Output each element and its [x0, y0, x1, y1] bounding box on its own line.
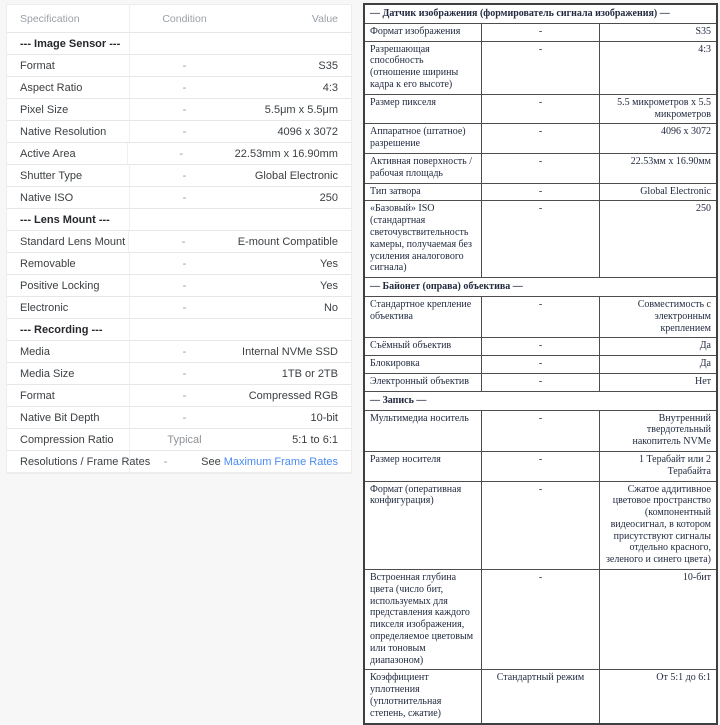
spec-condition: -	[129, 275, 239, 296]
spec-value: 22.53мм x 16.90мм	[599, 153, 717, 183]
section-row	[364, 4, 717, 23]
spec-row	[364, 124, 717, 154]
spec-condition: -	[482, 153, 600, 183]
spec-name: Resolutions / Frame Rates	[20, 455, 151, 468]
section-label: --- Recording ---	[20, 323, 103, 336]
spec-name: Standard Lens Mount	[20, 235, 126, 248]
spec-row	[7, 253, 351, 275]
spec-name: Active Area	[20, 147, 76, 160]
spec-row	[7, 297, 351, 319]
section-value-cell	[239, 319, 351, 340]
table-header-row	[7, 5, 351, 33]
spec-value: 10-бит	[599, 570, 717, 670]
spec-name: Коэффициент уплотнения (уплотнительная степень, сжатие)	[364, 670, 482, 724]
spec-name: «Базовый» ISO (стандартная светочувствительность камеры, получаемая без усиления аналогового сигнала)	[364, 201, 482, 278]
spec-row	[7, 121, 351, 143]
spec-name: Электронный объектив	[364, 373, 482, 391]
spec-name: Native Bit Depth	[20, 411, 100, 424]
spec-row	[364, 338, 717, 356]
spec-value: Совместимость с электронным креплением	[599, 296, 717, 337]
spec-value: E-mount Compatible	[237, 235, 338, 248]
spec-value: Внутренний твердотельный накопитель NVMe	[599, 410, 717, 451]
spec-row	[364, 153, 717, 183]
spec-value: От 5:1 до 6:1	[599, 670, 717, 724]
spec-table-english	[6, 4, 352, 474]
spec-row	[364, 481, 717, 570]
spec-value: Yes	[320, 257, 338, 270]
column-header-value: Value	[311, 12, 338, 25]
spec-name: Аппаратное (штатное) разрешение	[364, 124, 482, 154]
spec-value: Global Electronic	[254, 169, 338, 182]
section-condition-cell	[129, 209, 239, 230]
spec-value: 22.53mm x 16.90mm	[234, 147, 338, 160]
spec-value: Yes	[320, 279, 338, 292]
spec-condition: -	[129, 55, 239, 76]
spec-row	[364, 23, 717, 41]
spec-row	[7, 363, 351, 385]
section-label: — Датчик изображения (формирователь сигнала изображения) —	[364, 4, 717, 23]
section-row	[7, 319, 351, 341]
spec-condition: -	[129, 253, 239, 274]
spec-value: Compressed RGB	[248, 389, 338, 402]
spec-condition: -	[482, 356, 600, 374]
spec-name: Format	[20, 389, 55, 402]
spec-condition: -	[129, 121, 239, 142]
section-condition-cell	[129, 33, 239, 54]
spec-name: Размер пикселя	[364, 94, 482, 124]
spec-row	[364, 183, 717, 201]
section-value-cell	[239, 209, 351, 230]
spec-row	[364, 410, 717, 451]
section-label: — Запись —	[364, 391, 717, 410]
spec-value: 250	[319, 191, 338, 204]
spec-condition: -	[128, 231, 237, 252]
max-frame-rates-link[interactable]: Maximum Frame Rates	[223, 455, 338, 468]
spec-condition: -	[482, 451, 600, 481]
spec-row	[364, 451, 717, 481]
column-header-specification: Specification	[20, 12, 80, 25]
spec-condition: -	[482, 481, 600, 570]
spec-condition: -	[127, 143, 235, 164]
spec-name: Pixel Size	[20, 103, 69, 116]
section-row	[7, 33, 351, 55]
spec-condition: -	[482, 338, 600, 356]
spec-name: Compression Ratio	[20, 433, 114, 446]
spec-value: See Maximum Frame Rates	[201, 455, 338, 468]
spec-name: Мультимедиа носитель	[364, 410, 482, 451]
russian-spec-table	[363, 3, 718, 725]
spec-value: 4096 x 3072	[599, 124, 717, 154]
spec-row	[364, 356, 717, 374]
spec-name: Native Resolution	[20, 125, 107, 138]
section-row	[7, 209, 351, 231]
section-row	[364, 391, 717, 410]
spec-row	[364, 373, 717, 391]
spec-value: 1 Терабайт или 2 Терабайта	[599, 451, 717, 481]
spec-condition: -	[129, 165, 239, 186]
spec-row	[7, 341, 351, 363]
section-row	[364, 278, 717, 297]
spec-name: Тип затвора	[364, 183, 482, 201]
spec-row	[7, 143, 351, 165]
spec-row	[7, 165, 351, 187]
spec-row	[364, 41, 717, 94]
spec-condition: -	[129, 77, 239, 98]
spec-name: Aspect Ratio	[20, 81, 83, 94]
spec-value: Да	[599, 338, 717, 356]
spec-condition: -	[482, 183, 600, 201]
spec-name: Native ISO	[20, 191, 74, 204]
spec-value: No	[323, 301, 338, 314]
spec-value: 4096 x 3072	[277, 125, 338, 138]
spec-value: Internal NVMe SSD	[242, 345, 338, 358]
spec-row	[7, 385, 351, 407]
spec-row	[7, 99, 351, 121]
spec-condition: -	[129, 363, 239, 384]
spec-value: 5.5 микрометров x 5.5 микрометров	[599, 94, 717, 124]
spec-value: Сжатое аддитивное цветовое пространство (компонентный видеосигнал, в котором присутствуют сигналы отдельно красного, зеленого и синего цвета)	[599, 481, 717, 570]
spec-name: Блокировка	[364, 356, 482, 374]
column-header-condition: Condition	[129, 5, 239, 32]
section-condition-cell	[129, 319, 239, 340]
spec-condition: -	[129, 407, 239, 428]
spec-condition: -	[482, 570, 600, 670]
spec-name: Разрешающая способность (отношение ширины кадра к его высоте)	[364, 41, 482, 94]
spec-name: Формат изображения	[364, 23, 482, 41]
spec-value: Global Electronic	[599, 183, 717, 201]
spec-name: Positive Locking	[20, 279, 100, 292]
spec-name: Встроенная глубина цвета (число бит, используемых для представления каждого пикселя изображения, определяемое цветовым или тоновым диапазоном)	[364, 570, 482, 670]
spec-row	[7, 275, 351, 297]
spec-row	[364, 670, 717, 724]
spec-value: Нет	[599, 373, 717, 391]
spec-value: 4:3	[599, 41, 717, 94]
spec-value: 4:3	[322, 81, 338, 94]
spec-condition: -	[482, 94, 600, 124]
spec-row	[364, 201, 717, 278]
spec-name: Shutter Type	[20, 169, 83, 182]
spec-value: S35	[318, 59, 338, 72]
spec-name: Формат (оперативная конфигурация)	[364, 481, 482, 570]
section-label: — Байонет (оправа) объектива —	[364, 278, 717, 297]
spec-condition: -	[129, 99, 239, 120]
spec-name: Стандартное крепление объектива	[364, 296, 482, 337]
spec-name: Съёмный объектив	[364, 338, 482, 356]
spec-condition: -	[129, 297, 239, 318]
spec-name: Electronic	[20, 301, 69, 314]
spec-condition: -	[482, 296, 600, 337]
spec-row	[364, 94, 717, 124]
spec-row	[7, 231, 351, 253]
spec-value: 250	[599, 201, 717, 278]
spec-name: Media Size	[20, 367, 75, 380]
english-table-body	[7, 33, 351, 473]
spec-condition: -	[482, 124, 600, 154]
spec-name: Размер носителя	[364, 451, 482, 481]
spec-condition: -	[482, 41, 600, 94]
spec-table-russian	[363, 3, 718, 725]
spec-value: 5.5μm x 5.5μm	[264, 103, 338, 116]
spec-condition: Typical	[129, 429, 239, 450]
section-label: --- Lens Mount ---	[20, 213, 110, 226]
spec-value: 5:1 to 6:1	[292, 433, 338, 446]
spec-row	[7, 77, 351, 99]
spec-row	[7, 429, 351, 451]
spec-name: Format	[20, 59, 55, 72]
spec-value: S35	[599, 23, 717, 41]
spec-condition: -	[482, 373, 600, 391]
spec-row	[364, 570, 717, 670]
spec-condition: -	[129, 385, 239, 406]
spec-value: 10-bit	[310, 411, 338, 424]
spec-name: Media	[20, 345, 50, 358]
section-value-cell	[239, 33, 351, 54]
spec-condition: Стандартный режим	[482, 670, 600, 724]
spec-condition: -	[129, 451, 201, 472]
spec-row	[7, 451, 351, 473]
russian-table-body	[364, 4, 717, 724]
spec-row	[364, 296, 717, 337]
spec-condition: -	[482, 410, 600, 451]
spec-name: Removable	[20, 257, 76, 270]
spec-row	[7, 55, 351, 77]
spec-value: 1TB or 2TB	[281, 367, 338, 380]
spec-condition: -	[129, 341, 239, 362]
spec-condition: -	[482, 201, 600, 278]
spec-condition: -	[129, 187, 239, 208]
spec-row	[7, 407, 351, 429]
section-label: --- Image Sensor ---	[20, 37, 121, 50]
spec-row	[7, 187, 351, 209]
spec-condition: -	[482, 23, 600, 41]
spec-value: Да	[599, 356, 717, 374]
spec-name: Активная поверхность / рабочая площадь	[364, 153, 482, 183]
